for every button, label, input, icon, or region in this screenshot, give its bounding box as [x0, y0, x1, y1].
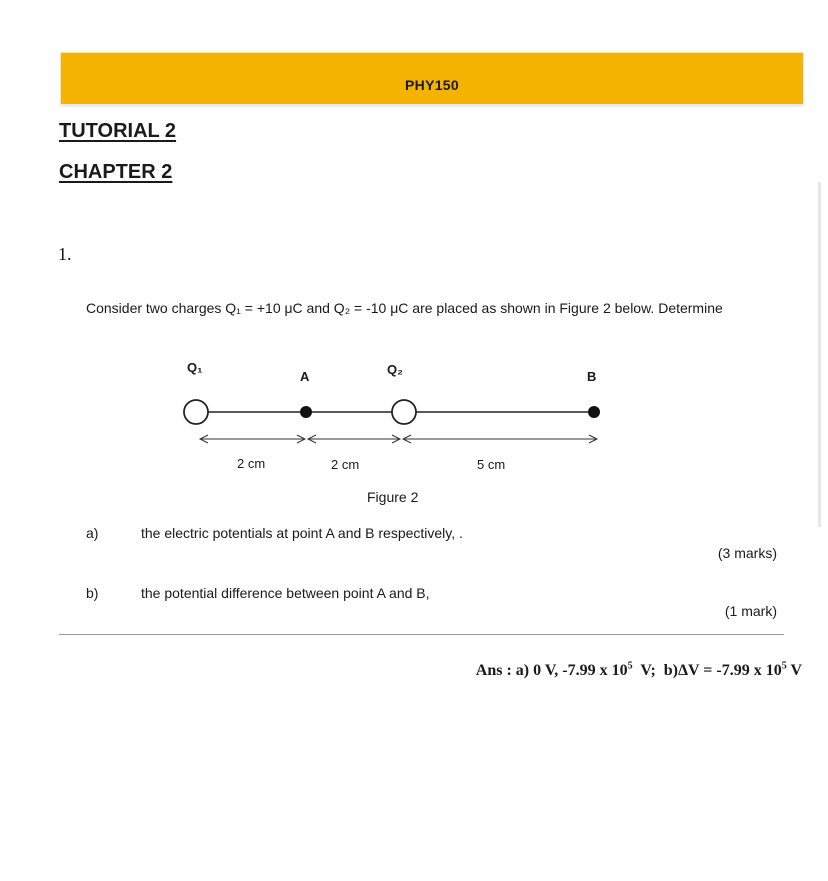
- section-divider: [59, 634, 784, 635]
- course-banner: [61, 53, 803, 104]
- charge-q2-circle: [392, 400, 416, 424]
- course-code: PHY150: [405, 77, 459, 93]
- part-a-text: the electric potentials at point A and B respectively, .: [141, 525, 463, 541]
- label-q2: Q₂: [387, 362, 403, 377]
- point-b-dot: [588, 406, 600, 418]
- answer-prefix: Ans : a) 0 V, -7.99 x 10: [475, 662, 628, 679]
- distance-label-2: 2 cm: [331, 457, 360, 472]
- question-number: 1.: [58, 244, 72, 264]
- chapter-heading: CHAPTER 2: [59, 161, 173, 183]
- part-b-marks: (1 mark): [724, 603, 777, 619]
- distance-label-3: 5 cm: [477, 457, 506, 472]
- part-b-text: the potential difference between point A and B,: [141, 585, 430, 601]
- label-q1: Q₁: [187, 360, 203, 375]
- part-a-marks: (3 marks): [717, 545, 777, 561]
- page-edge-rule: [818, 182, 821, 527]
- answer-exponent-1: 5: [627, 660, 633, 672]
- part-b-letter: b): [86, 585, 99, 601]
- answer-suffix: V: [786, 662, 802, 679]
- point-a-dot: [300, 406, 312, 418]
- charge-q1-circle: [184, 400, 208, 424]
- label-b: B: [587, 369, 597, 384]
- label-a: A: [300, 369, 310, 384]
- figure-caption: Figure 2: [367, 489, 419, 505]
- figure-charge-diagram: [170, 355, 640, 515]
- answer-middle: V; b)ΔV = -7.99 x 10: [632, 662, 782, 679]
- answer-exponent-2: 5: [781, 660, 787, 672]
- question-text: Consider two charges Q₁ = +10 μC and Q₂ = -10 μC are placed as shown in Figure 2 below. Determine: [86, 300, 723, 316]
- tutorial-heading: TUTORIAL 2: [59, 120, 177, 142]
- part-a-letter: a): [86, 525, 99, 541]
- distance-label-1: 2 cm: [237, 456, 266, 471]
- answer-line: [476, 662, 802, 680]
